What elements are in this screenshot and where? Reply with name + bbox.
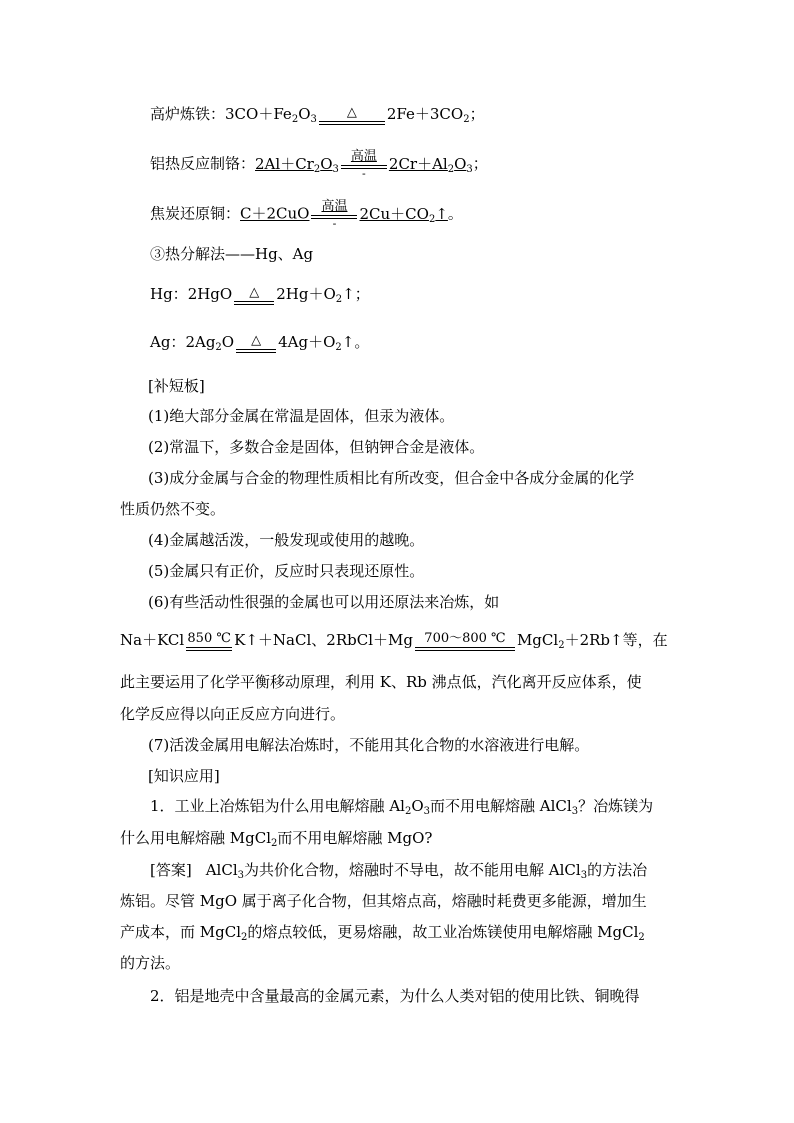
eq-coke-copper: 焦炭还原铜：C＋2CuO 高温 - $2Cu+CO_2↑$。 <box>150 199 463 230</box>
bu-point-1: (1)绝大部分金属在常温是固体，但汞为液体。 <box>148 407 455 425</box>
bu-point-4: (4)金属越活泼，一般发现或使用的越晚。 <box>148 531 425 549</box>
section-title-zs: [知识应用] <box>148 767 220 785</box>
answer-line-3: 产成本，而 MgCl$_2$的熔点较低，更易熔融，故工业冶炼镁使用电解熔融 MgCl$_2$ <box>120 923 645 943</box>
answer-line-4: 的方法。 <box>120 954 181 972</box>
condition-high-temp-2: 高温 - <box>311 200 357 229</box>
bu-point-6b: 此主要运用了化学平衡移动原理，利用 K、Rb 沸点低，汽化离开反应体系，使 <box>120 673 642 691</box>
answer-tag: [答案] <box>150 861 192 879</box>
condition-high-temp: 高温 - <box>341 150 387 179</box>
question-1b: 什么用电解熔融 MgCl$_2$而不用电解熔融 MgO? <box>120 829 433 849</box>
condition-heat: △ <box>319 106 385 125</box>
bu-point-3a: (3)成分金属与合金的物理性质相比有所改变，但合金中各成分金属的化学 <box>148 469 635 487</box>
bu-point-6: (6)有些活动性很强的金属也可以用还原法来冶炼，如 <box>148 593 500 611</box>
question-2: 2．铝是地壳中含量最高的金属元素，为什么人类对铝的使用比铁、铜晚得 <box>150 987 640 1005</box>
eq-mercury: Hg：2HgO △ $2Hg+O_2↑$； <box>150 284 370 305</box>
bu-point-2: (2)常温下，多数合金是固体，但钠钾合金是液体。 <box>148 438 485 456</box>
condition-700-800: 700～800 ℃ <box>415 632 515 651</box>
answer-line-2: 炼铝。尽管 MgO 属于离子化合物，但其熔点高，熔融时耗费更多能源，增加生 <box>120 892 647 910</box>
heading-thermal-decomposition: ③热分解法——Hg、Ag <box>150 245 314 263</box>
condition-850: 850 ℃ <box>186 632 232 651</box>
eq-alkali-reduction: Na＋KCl 850 ℃ K↑＋NaCl、2RbCl＋Mg 700～800 ℃ MgCl$_2$＋2Rb↑等，在 <box>120 630 668 651</box>
bu-point-7: (7)活泼金属用电解法冶炼时，不能用其化合物的水溶液进行电解。 <box>148 736 590 754</box>
eq-blast-furnace: 高炉炼铁：$3CO+Fe_2O_3$ △ $2Fe+3CO_2$； <box>150 104 485 125</box>
condition-heat-2: △ <box>234 286 274 305</box>
condition-heat-3: △ <box>236 334 276 353</box>
bu-point-3b: 性质仍然不变。 <box>120 500 226 518</box>
eq-silver: Ag：$2Ag_2O$ △ $4Ag+O_2↑$。 <box>150 332 370 353</box>
eq-thermite-chromium: 铝热反应制铬：$2Al+Cr_2O_3$ 高温 - $2Cr+Al_2O_3$； <box>150 149 488 180</box>
section-title-bu: [补短板] <box>148 377 205 395</box>
answer-line-1: [答案] AlCl$_3$为共价化合物，熔融时不导电，故不能用电解 AlCl$_3$的方法冶 <box>150 861 648 881</box>
bu-point-6c: 化学反应得以向正反应方向进行。 <box>120 705 346 723</box>
bu-point-5: (5)金属只有正价，反应时只表现还原性。 <box>148 562 425 580</box>
question-1a: 1．工业上冶炼铝为什么用电解熔融 $Al_2O_3$而不用电解熔融 AlCl$_3$？冶炼镁为 <box>150 797 654 817</box>
